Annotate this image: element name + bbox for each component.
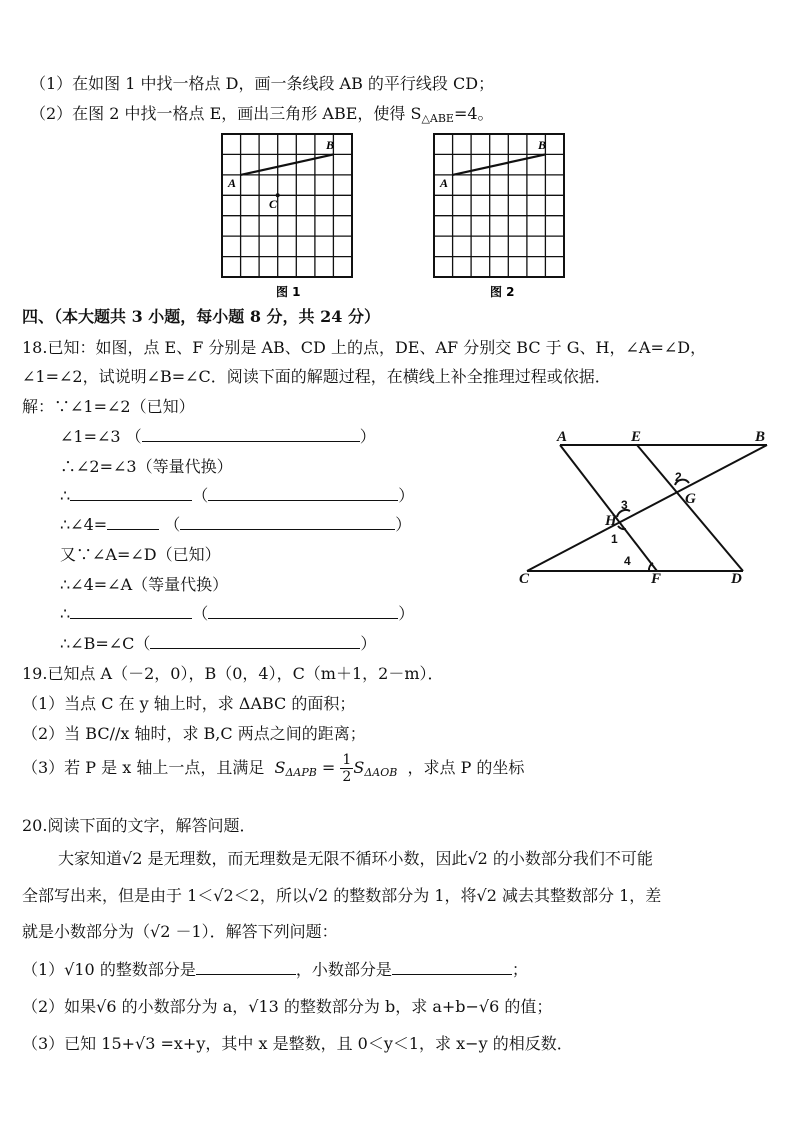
q19-frac-den: 2 <box>342 769 352 785</box>
q17-part2-suffix: =4。 <box>453 104 494 123</box>
q20-part1-c: ； <box>511 960 528 979</box>
q19-part2: （2）当 BC//x 轴时，求 B,C 两点之间的距离； <box>22 724 366 743</box>
q18-step4-close: ） <box>395 515 412 534</box>
fig-num-2: 2 <box>675 470 682 484</box>
q18-blank-6[interactable] <box>70 604 192 619</box>
q18-line1: 18.已知：如图，点 E、F 分别是 AB、CD 上的点，DE、AF 分别交 BC 于 G、H，∠A=∠D， <box>22 338 707 357</box>
q20-para-line1: 大家知道√2 是无理数，而无理数是无限不循环小数，因此√2 的小数部分我们不可能 <box>58 849 653 868</box>
q18-step2: ∴∠2=∠3（等量代换） <box>60 457 233 476</box>
q18-step1 <box>60 427 376 447</box>
q18-blank-3[interactable] <box>208 486 398 501</box>
fig-label-a: A <box>557 429 568 445</box>
q18-blank-8[interactable] <box>150 634 360 649</box>
fig-label-b: B <box>755 429 766 445</box>
q18-step3-close: ） <box>398 486 415 505</box>
q19-sub-apb: ΔAPB <box>285 766 317 779</box>
q19-fraction <box>340 752 353 785</box>
q19-s-aob: S <box>353 758 365 777</box>
q18-step5: 又∵∠A=∠D（已知） <box>60 545 221 564</box>
figure-2 <box>430 132 570 302</box>
q18-step1-close: ） <box>359 427 376 446</box>
fig-num-1: 1 <box>611 532 618 546</box>
line-af <box>560 445 657 571</box>
fig1-caption: 图 1 <box>276 285 301 299</box>
line-bc <box>527 445 767 571</box>
q20-para-line2: 全部写出来，但是由于 1＜√2＜2，所以√2 的整数部分为 1，将√2 减去其整数部分 1，差 <box>22 886 662 905</box>
q19-part3-prefix: （3）若 P 是 x 轴上一点，且满足 <box>22 758 265 777</box>
q19-part1: （1）当点 C 在 y 轴上时，求 ΔABC 的面积； <box>22 694 356 713</box>
q20-para-line3: 就是小数部分为（√2 －1）．解答下列问题： <box>22 922 338 941</box>
q18-step4 <box>60 515 411 535</box>
q20-title: 20.阅读下面的文字，解答问题． <box>22 816 256 835</box>
q20-part2: （2）如果√6 的小数部分为 a，√13 的整数部分为 b，求 a+b−√6 的值； <box>22 997 553 1016</box>
q20-blank-1[interactable] <box>196 960 296 975</box>
q18-blank-7[interactable] <box>208 604 398 619</box>
q18-step4-text: ∴∠4= <box>60 515 108 534</box>
q19-part3-suffix: ，求点 P 的坐标 <box>407 758 525 777</box>
fig2-caption: 图 2 <box>490 285 515 299</box>
section-4-heading: 四、（本大题共 3 小题，每小题 8 分，共 24 分） <box>22 307 380 326</box>
q18-step7 <box>60 604 414 624</box>
q19-stem: 19.已知点 A（－2，0），B（0，4），C（m＋1，2－m）． <box>22 664 444 683</box>
q17-part2 <box>30 104 494 129</box>
q18-step3-text: ∴ <box>60 486 71 505</box>
q18-line2: ∠1=∠2，试说明∠B=∠C．阅读下面的解题过程，在横线上补全推理过程或依据． <box>22 367 611 386</box>
q20-part1-b: ，小数部分是 <box>295 960 392 979</box>
figure-1 <box>218 132 358 302</box>
q19-eq: = <box>316 758 341 777</box>
fig1-label-c: C <box>269 197 278 211</box>
q19-sub-aob: ΔAOB <box>364 766 398 779</box>
fig-label-g: G <box>685 491 696 507</box>
fig-label-c: C <box>519 571 530 587</box>
line-de <box>637 445 743 571</box>
fig-num-4: 4 <box>624 554 631 568</box>
fig2-label-a: A <box>440 176 449 190</box>
angle-4-mark <box>649 563 653 571</box>
q18-step3 <box>60 486 414 506</box>
q20-part1-a: （1）√10 的整数部分是 <box>22 960 196 979</box>
q19-part3 <box>22 752 524 786</box>
q17-part1: （1）在如图 1 中找一格点 D，画一条线段 AB 的平行线段 CD； <box>30 74 495 93</box>
q18-step8-close: ） <box>360 634 377 653</box>
q18-step8-text: ∴∠B=∠C（ <box>60 634 151 653</box>
q20-part3: （3）已知 15+√3 =x+y，其中 x 是整数，且 0＜y＜1，求 x−y 的相反数． <box>22 1034 573 1053</box>
q18-step3-open: （ <box>192 486 209 505</box>
q19-frac-num: 1 <box>342 752 352 768</box>
fig-label-f: F <box>651 571 662 587</box>
q18-step1-open: （ <box>125 427 142 446</box>
point-c <box>276 193 280 197</box>
q19-s-apb: S <box>274 758 286 777</box>
q18-step0: 解：∵∠1=∠2（已知） <box>22 397 195 416</box>
q18-step8 <box>60 634 376 654</box>
q18-blank-1[interactable] <box>142 427 360 442</box>
q20-part1 <box>22 960 528 980</box>
q18-step6: ∴∠4=∠A（等量代换） <box>60 575 229 594</box>
q17-part2-prefix: （2）在图 2 中找一格点 E，画出三角形 ABE，使得 S <box>30 104 422 123</box>
segment-ab <box>241 154 334 175</box>
fig1-label-b: B <box>326 138 335 152</box>
q18-step7-text: ∴ <box>60 604 71 623</box>
fig-label-d: D <box>731 571 742 587</box>
fig-label-e: E <box>631 429 642 445</box>
fig-num-3: 3 <box>621 498 628 512</box>
q18-blank-2[interactable] <box>70 486 192 501</box>
fig1-label-a: A <box>228 176 237 190</box>
q18-step7-open: （ <box>192 604 209 623</box>
q17-part2-sub: △ABE <box>421 112 454 125</box>
q18-blank-5[interactable] <box>180 515 395 530</box>
q18-figure <box>515 425 777 595</box>
q18-step7-close: ） <box>398 604 415 623</box>
segment-ab-2 <box>453 154 546 175</box>
q18-blank-4[interactable] <box>107 515 159 530</box>
fig2-label-b: B <box>538 138 547 152</box>
q18-step1-text: ∠1=∠3 <box>60 427 121 446</box>
q20-blank-2[interactable] <box>392 960 512 975</box>
q18-step4-open: （ <box>164 515 181 534</box>
fig-label-h: H <box>605 513 617 529</box>
